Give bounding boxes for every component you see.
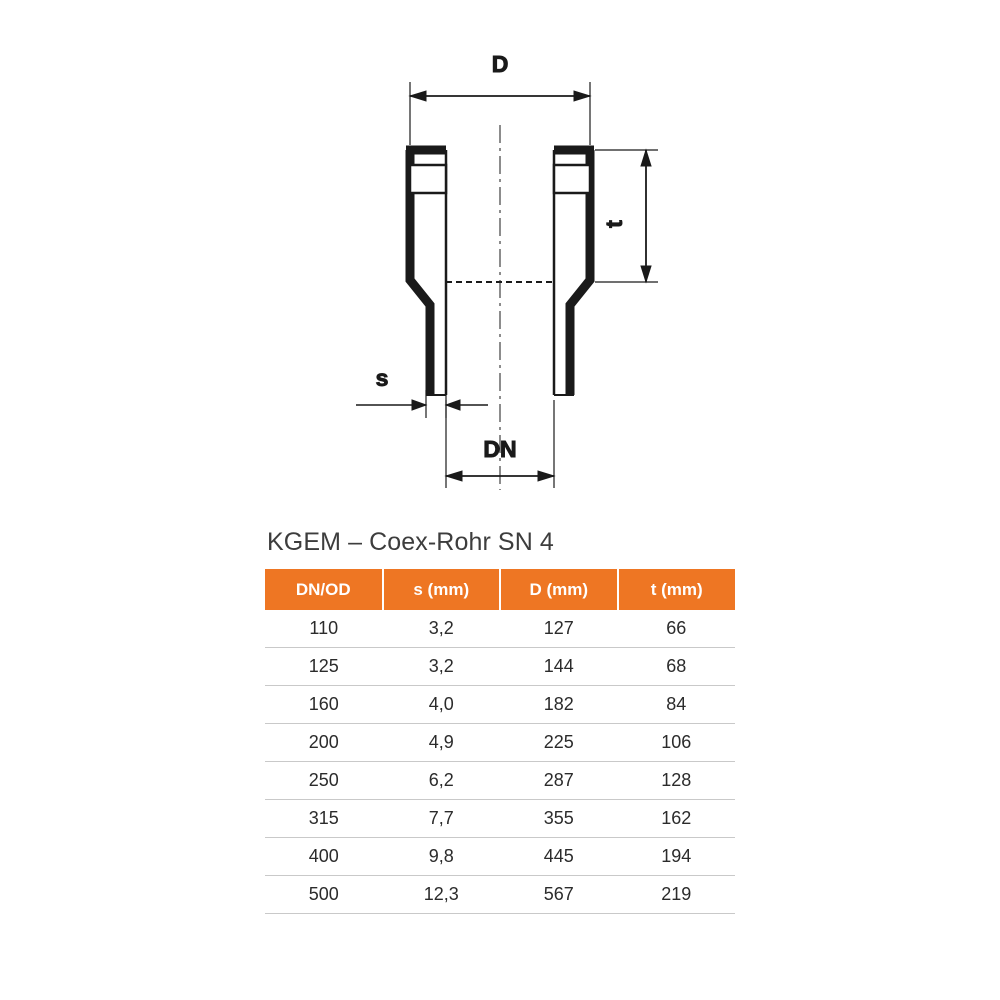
cell-dn-od: 250 [265, 762, 383, 800]
table-title: KGEM – Coex-Rohr SN 4 [267, 528, 554, 556]
cell-dn-od: 125 [265, 648, 383, 686]
spec-table [265, 569, 735, 914]
cell-s: 7,7 [383, 800, 501, 838]
dimension-label-DN: DN [483, 436, 517, 462]
cell-t: 68 [618, 648, 736, 686]
cell-s: 3,2 [383, 648, 501, 686]
cell-d: 127 [500, 610, 618, 648]
cell-d: 445 [500, 838, 618, 876]
cell-d: 567 [500, 876, 618, 914]
cell-s: 4,9 [383, 724, 501, 762]
cell-d: 182 [500, 686, 618, 724]
cell-s: 6,2 [383, 762, 501, 800]
pipe-cross-section-svg [250, 20, 770, 500]
table-row [265, 724, 735, 762]
cell-s: 4,0 [383, 686, 501, 724]
cell-dn-od: 110 [265, 610, 383, 648]
cell-t: 128 [618, 762, 736, 800]
cell-dn-od: 160 [265, 686, 383, 724]
table-row [265, 610, 735, 648]
cell-d: 144 [500, 648, 618, 686]
cell-t: 106 [618, 724, 736, 762]
column-header-d: D (mm) [500, 569, 618, 610]
spec-table-block [265, 528, 735, 914]
column-header-dn-od: DN/OD [265, 569, 383, 610]
cell-t: 219 [618, 876, 736, 914]
dimension-t [595, 150, 658, 282]
cell-s: 9,8 [383, 838, 501, 876]
column-header-t: t (mm) [618, 569, 736, 610]
column-header-s: s (mm) [383, 569, 501, 610]
table-row [265, 838, 735, 876]
cell-d: 287 [500, 762, 618, 800]
dimension-label-s: s [375, 365, 389, 391]
table-row [265, 686, 735, 724]
cell-dn-od: 200 [265, 724, 383, 762]
pipe-technical-drawing [250, 20, 770, 500]
table-row [265, 800, 735, 838]
table-header-row [265, 569, 735, 610]
cell-t: 66 [618, 610, 736, 648]
cell-dn-od: 400 [265, 838, 383, 876]
table-row [265, 762, 735, 800]
cell-d: 355 [500, 800, 618, 838]
dimension-label-D: D [491, 51, 509, 77]
cell-t: 194 [618, 838, 736, 876]
cell-t: 84 [618, 686, 736, 724]
cell-s: 12,3 [383, 876, 501, 914]
cell-dn-od: 500 [265, 876, 383, 914]
dimension-label-t: t [601, 220, 627, 228]
table-row [265, 876, 735, 914]
table-row [265, 648, 735, 686]
cell-dn-od: 315 [265, 800, 383, 838]
dimension-s [356, 365, 488, 418]
cell-d: 225 [500, 724, 618, 762]
cell-t: 162 [618, 800, 736, 838]
cell-s: 3,2 [383, 610, 501, 648]
